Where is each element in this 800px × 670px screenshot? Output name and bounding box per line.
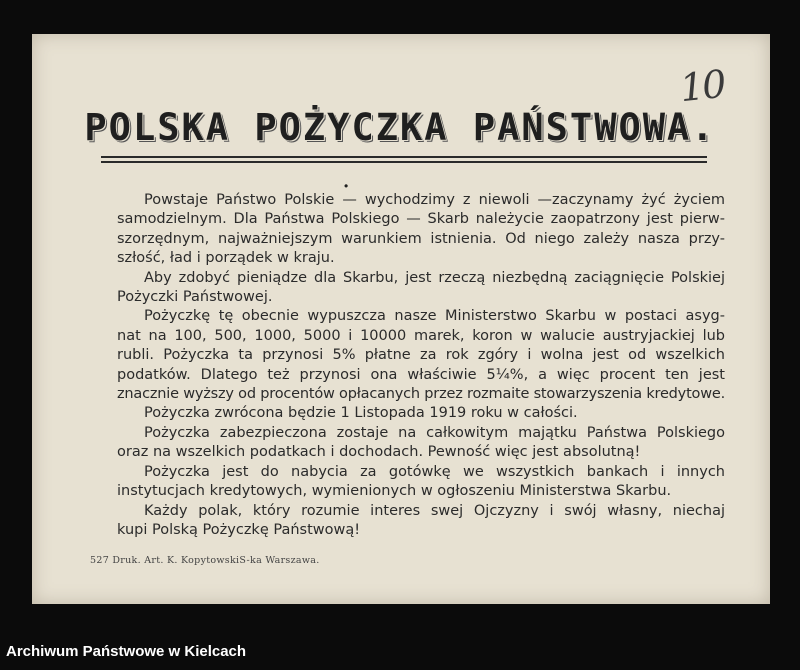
body-line: Pożyczka zwrócona będzie 1 Listopada 1919 roku w całości. (144, 405, 578, 422)
body-line: kupi Polską Pożyczkę Państwową! (117, 521, 361, 538)
body-line: szorzędnym, najważniejszym warunkiem istnienia. Od niego zależy nasza przy- (117, 230, 725, 247)
body-line: oraz na wszelkich podatkach i dochodach. Pewność więc jest absolutną! (117, 444, 641, 461)
archive-number: 10 (677, 61, 727, 111)
body-line: Pożyczkę tę obecnie wypuszcza nasze Ministerstwo Skarbu w postaci asyg- (144, 308, 725, 325)
body-line: Powstaje Państwo Polskie — wychodzimy z niewoli —zaczynamy żyć życiem (144, 192, 725, 208)
body-line: szłość, ład i porządek w kraju. (117, 250, 335, 267)
body-line: nat na 100, 500, 1000, 5000 i 10000 marek, koron w walucie austryjackiej lub (117, 327, 725, 344)
archive-caption: Archiwum Państwowe w Kielcach (6, 643, 247, 660)
body-line: rubli. Pożyczka ta przynosi 5% płatne za rok zgóry i wolna jest od wszelkich (117, 347, 725, 364)
body-line: samodzielnym. Dla Państwa Polskiego — Skarb należycie zaopatrzony jest pierw- (117, 211, 725, 228)
title-rule-top (101, 156, 707, 158)
body-line: znacznie wyższy od procentów opłacanych przez rozmaite stowarzyszenia kredytowe. (117, 386, 725, 403)
body-line: Pożyczka zabezpieczona zostaje na całkowitym majątku Państwa Polskiego (144, 424, 725, 441)
body-line: Każdy polak, który rozumie interes swej Ojczyzny i swój własny, niechaj (144, 502, 725, 519)
document-body (117, 191, 725, 540)
body-line: Pożyczki Państwowej. (117, 289, 273, 306)
body-line: Pożyczka jest do nabycia za gotówkę we wszystkich bankach i innych (144, 463, 725, 480)
document-title: POLSKA POŻYCZKA PAŃSTWOWA. (84, 106, 716, 149)
printer-note: 527 Druk. Art. K. KopytowskiS-ka Warszawa. (90, 555, 320, 566)
bullet-mark: • (344, 179, 349, 193)
body-line: Aby zdobyć pieniądze dla Skarbu, jest rzeczą niezbędną zaciągnięcie Polskiej (144, 269, 725, 286)
body-line: instytucjach kredytowych, wymienionych w ogłoszeniu Ministerstwa Skarbu. (117, 483, 672, 500)
title-rule-bottom (101, 161, 707, 163)
body-line: podatków. Dlatego też przynosi ona właściwie 5¼%, a więc procent ten jest (117, 366, 725, 383)
